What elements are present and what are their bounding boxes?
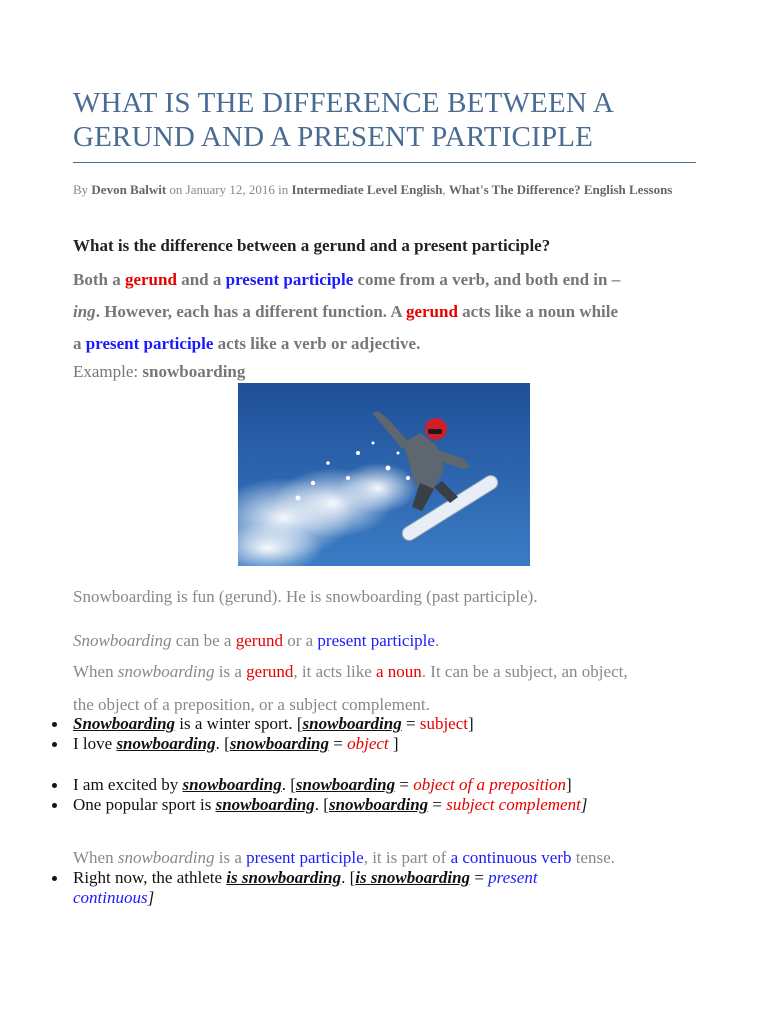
byline (73, 180, 693, 200)
example-word: snowboarding (142, 362, 246, 381)
can-be-text (73, 624, 703, 657)
intro-line-2 (73, 296, 703, 328)
category-link-intermediate[interactable]: Intermediate Level English (291, 182, 443, 197)
byline-by: By (73, 182, 89, 197)
text: ] (467, 714, 474, 733)
keyword: is snowboarding (226, 868, 342, 887)
text: . [ (281, 775, 296, 794)
snowboarder-photo (238, 383, 530, 566)
list-item-continuation (73, 888, 538, 908)
role-label: subject (419, 714, 468, 733)
keyword: snowboarding (229, 734, 330, 753)
author-link[interactable]: Devon Balwit (91, 182, 167, 197)
text: When (73, 848, 118, 867)
question-heading: What is the difference between a gerund and a present participle? (73, 236, 551, 255)
text: come from a verb, and both end in – (353, 270, 621, 289)
text: Both a (73, 270, 125, 289)
noun-term: a noun (376, 662, 422, 681)
text: is a (214, 848, 247, 867)
text: acts like a noun while (457, 302, 619, 321)
can-be-line (73, 624, 703, 657)
role-label: object (347, 734, 389, 753)
byline-in: in (278, 182, 289, 197)
text: , it is part of (363, 848, 451, 867)
text: = (329, 734, 348, 753)
text: ] (388, 734, 399, 753)
role-label: object of a preposition (413, 775, 567, 794)
goggles (428, 429, 442, 434)
gerund-explanation (73, 655, 703, 721)
text: Snowboarding (73, 631, 172, 650)
text: ] (566, 775, 572, 794)
gerund-examples-list-1 (73, 714, 474, 754)
text: I love (73, 734, 117, 753)
text: I am excited by (73, 775, 183, 794)
gerund-term: gerund (124, 270, 177, 289)
category-separator: , (442, 182, 446, 197)
keyword: is snowboarding (355, 868, 471, 887)
list-item (73, 775, 587, 795)
keyword: snowboarding (215, 795, 315, 814)
present-participle-term: present participle (246, 848, 364, 867)
text: can be a (171, 631, 236, 650)
keyword: Snowboarding (73, 714, 176, 733)
category-link-difference[interactable]: What's The Difference? English Lessons (448, 182, 673, 197)
text: ] (147, 888, 155, 907)
text: snowboarding (117, 848, 215, 867)
participle-explanation (73, 848, 615, 868)
ing-suffix: ing (73, 302, 96, 321)
list-item (73, 868, 538, 888)
text: or a (282, 631, 318, 650)
text: = (428, 795, 447, 814)
list-item (73, 795, 587, 815)
text: . [ (215, 734, 230, 753)
text: is a (214, 662, 247, 681)
text: . However, each has a different function. A (95, 302, 406, 321)
text: tense. (571, 848, 615, 867)
keyword: snowboarding (116, 734, 216, 753)
keyword: snowboarding (182, 775, 282, 794)
role-label: continuous (73, 888, 148, 907)
keyword: snowboarding (295, 775, 396, 794)
text: , it acts like (293, 662, 376, 681)
list-item (73, 734, 474, 754)
text: . [ (341, 868, 356, 887)
continuous-verb-term: a continuous verb (450, 848, 572, 867)
text: = (395, 775, 414, 794)
example-sentence: Snowboarding is fun (gerund). He is snowboarding (past participle). (73, 587, 538, 606)
page-title (73, 86, 713, 154)
keyword: snowboarding (328, 795, 429, 814)
gerund-examples-list-2 (73, 775, 587, 815)
gerund-term: gerund (235, 631, 283, 650)
present-participle-term: present participle (85, 334, 214, 353)
text: . It can be a subject, an object, (421, 662, 628, 681)
byline-on: on (169, 182, 183, 197)
gerund-explanation-line-1 (73, 655, 703, 688)
example-label: Example: (73, 362, 143, 381)
role-label: present (488, 868, 538, 887)
participle-examples-list (73, 868, 538, 908)
gerund-explanation-line-2: the object of a preposition, or a subject complement. (73, 695, 430, 714)
title-line-1: WHAT IS THE DIFFERENCE BETWEEN A (73, 87, 615, 119)
text: and a (176, 270, 226, 289)
example-line (73, 362, 245, 382)
intro-line-3 (73, 328, 703, 360)
intro-paragraph (73, 264, 703, 360)
title-divider (73, 162, 696, 163)
gerund-term: gerund (405, 302, 458, 321)
title-line-2: GERUND AND A PRESENT PARTICIPLE (73, 121, 594, 153)
list-item (73, 714, 474, 734)
present-participle-term: present participle (225, 270, 354, 289)
role-label: subject complement (446, 795, 581, 814)
post-date: January 12, 2016 (185, 182, 275, 197)
text: . [ (314, 795, 329, 814)
snowboarder-icon (238, 383, 530, 566)
gerund-term: gerund (246, 662, 294, 681)
text: ] (580, 795, 588, 814)
present-participle-term: present participle (317, 631, 435, 650)
keyword: snowboarding (302, 714, 402, 733)
snow-spray (338, 463, 418, 513)
text: = (470, 868, 489, 887)
text: a (73, 334, 86, 353)
text: One popular sport is (73, 795, 216, 814)
text: = (401, 714, 420, 733)
text: is a winter sport. [ (175, 714, 303, 733)
intro-line-1 (73, 264, 703, 296)
text: snowboarding (117, 662, 215, 681)
text: . (434, 631, 440, 650)
text: When (73, 662, 118, 681)
text: acts like a verb or adjective. (213, 334, 421, 353)
text: Right now, the athlete (73, 868, 227, 887)
